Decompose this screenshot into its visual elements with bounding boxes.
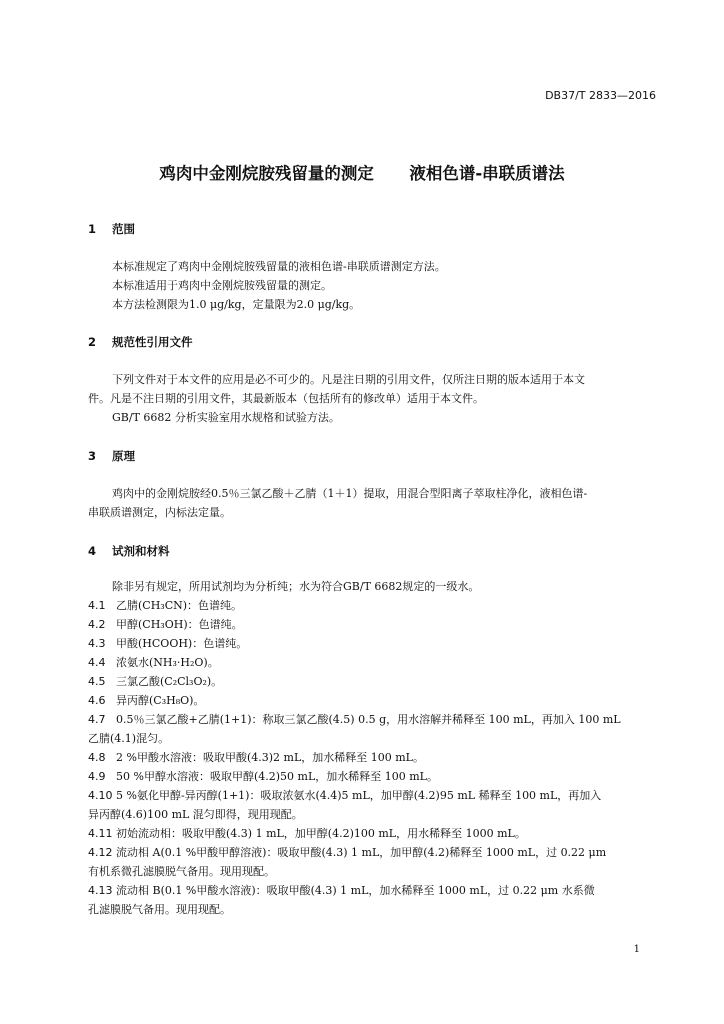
reagent-item-line: [88, 900, 658, 919]
reagent-item-line: [88, 596, 658, 615]
section-body-normative-references: [88, 370, 658, 427]
page-number: 1: [633, 944, 640, 955]
item-number: 4.12: [88, 846, 113, 859]
text-line: 除非另有规定，所用试剂均为分析纯；水为符合GB/T 6682规定的一级水。: [112, 580, 480, 593]
section-body-reagents: [88, 577, 658, 919]
reagent-item-line: [88, 862, 658, 881]
item-number: 4.11: [88, 827, 113, 840]
item-text: 乙腈(CH₃CN)：色谱纯。: [116, 599, 243, 612]
item-number: 4.9: [88, 770, 106, 783]
item-number: 4.2: [88, 618, 106, 631]
item-number: 4.4: [88, 656, 106, 669]
reagent-item-line: [88, 767, 658, 786]
reagent-item-line: [88, 805, 658, 824]
item-text: 异丙醇(C₃H₈O)。: [116, 694, 205, 707]
text-line: GB/T 6682 分析实验室用水规格和试验方法。: [112, 411, 340, 424]
section-number: 2: [88, 335, 97, 349]
item-text: 甲醇(CH₃OH)：色谱纯。: [116, 618, 243, 631]
item-text: 流动相 B(0.1 %甲酸水溶液)：吸取甲酸(4.3) 1 mL，加水稀释至 1000 mL，过 0.22 μm 水系微: [116, 884, 595, 897]
reagent-item-line: [88, 729, 658, 748]
item-text: 孔滤膜脱气备用。现用现配。: [88, 903, 231, 916]
item-number: 4.13: [88, 884, 113, 897]
item-text: 流动相 A(0.1 %甲酸甲醇溶液)：吸取甲酸(4.3) 1 mL，加甲醇(4.2)稀释至 1000 mL，过 0.22 μm: [116, 846, 607, 859]
item-text: 初始流动相：吸取甲酸(4.3) 1 mL，加甲醇(4.2)100 mL，用水稀释至 1000 mL。: [116, 827, 526, 840]
item-text: 50 %甲醇水溶液：吸取甲醇(4.2)50 mL，加水稀释至 100 mL。: [116, 770, 438, 783]
item-text: 5 %氨化甲醇-异丙醇(1+1)：吸取浓氨水(4.4)5 mL，加甲醇(4.2)95 mL 稀释至 100 mL，再加入: [116, 789, 602, 802]
section-number: 4: [88, 544, 97, 558]
section-heading-reagents: [88, 543, 170, 559]
section-title: 规范性引用文件: [112, 335, 193, 349]
text-line: 下列文件对于本文件的应用是必不可少的。凡是注日期的引用文件，仅所注日期的版本适用于本文: [112, 373, 585, 386]
reagent-item-line: [88, 824, 658, 843]
section-title: 范围: [112, 222, 136, 236]
standard-code: DB37/T 2833—2016: [545, 89, 656, 102]
section-heading-normative-references: [88, 334, 193, 350]
reagent-item-line: [88, 710, 658, 729]
reagent-list: [88, 596, 658, 919]
item-number: 4.6: [88, 694, 106, 707]
item-text: 异丙醇(4.6)100 mL 混匀即得，现用现配。: [88, 808, 303, 821]
reagent-item-line: [88, 843, 658, 862]
section-body-principle: [88, 484, 658, 522]
item-text: 有机系微孔滤膜脱气备用。现用现配。: [88, 865, 275, 878]
item-text: 三氯乙酸(C₂Cl₃O₂)。: [116, 675, 223, 688]
section-title: 试剂和材料: [112, 544, 170, 558]
text-line: 鸡肉中的金刚烷胺经0.5％三氯乙酸＋乙腈（1＋1）提取，用混合型阳离子萃取柱净化，液相色谱-: [112, 487, 588, 500]
item-text: 0.5％三氯乙酸+乙腈(1+1)：称取三氯乙酸(4.5) 0.5 g，用水溶解并稀释至 100 mL，再加入 100 mL: [116, 713, 621, 726]
section-heading-principle: [88, 448, 135, 464]
reagent-item-line: [88, 881, 658, 900]
text-line: 本方法检测限为1.0 μg/kg，定量限为2.0 μg/kg。: [112, 298, 361, 311]
section-title: 原理: [112, 449, 136, 463]
item-number: 4.3: [88, 637, 106, 650]
item-number: 4.1: [88, 599, 106, 612]
reagent-item-line: [88, 691, 658, 710]
section-number: 3: [88, 449, 97, 463]
reagent-item-line: [88, 786, 658, 805]
text-line: 串联质谱测定，内标法定量。: [88, 506, 231, 519]
reagent-item-line: [88, 615, 658, 634]
reagent-item-line: [88, 653, 658, 672]
item-number: 4.7: [88, 713, 106, 726]
section-body-scope: [88, 257, 658, 314]
text-line: 件。凡是不注日期的引用文件，其最新版本（包括所有的修改单）适用于本文件。: [88, 392, 484, 405]
item-number: 4.5: [88, 675, 106, 688]
section-number: 1: [88, 222, 97, 236]
text-line: 本标准规定了鸡肉中金刚烷胺残留量的液相色谱-串联质谱测定方法。: [112, 260, 446, 273]
reagent-item-line: [88, 672, 658, 691]
item-text: 浓氨水(NH₃·H₂O)。: [116, 656, 219, 669]
reagent-item-line: [88, 748, 658, 767]
text-line: 本标准适用于鸡肉中金刚烷胺残留量的测定。: [112, 279, 332, 292]
item-number: 4.10: [88, 789, 113, 802]
item-number: 4.8: [88, 751, 106, 764]
item-text: 乙腈(4.1)混匀。: [88, 732, 170, 745]
reagent-item-line: [88, 634, 658, 653]
item-text: 甲酸(HCOOH)：色谱纯。: [116, 637, 248, 650]
document-title: 鸡肉中金刚烷胺残留量的测定 液相色谱-串联质谱法: [159, 164, 565, 183]
section-heading-scope: [88, 221, 135, 237]
item-text: 2 %甲酸水溶液：吸取甲酸(4.3)2 mL，加水稀释至 100 mL。: [116, 751, 424, 764]
